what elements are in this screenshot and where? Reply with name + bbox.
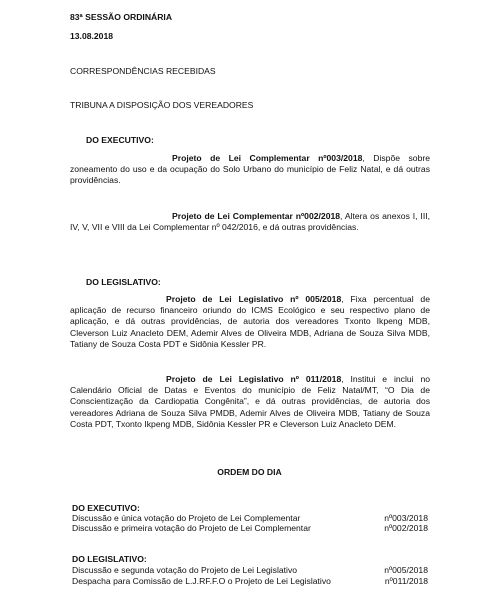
legislativo-item-2-title: Projeto de Lei Legislativo nº 011/2018: [166, 374, 342, 384]
legislativo-item-1-text: , Fixa percentual de aplicação de recurso financeiro oriundo do ICMS Ecológico e seu respectivo plano de aplicação, e dá outras providências, de autoria dos vereadores Txonto Ikpeng MDB, Cleverson Luiz Anacleto DEM, Ademir Alves de Oliveira MDB, Adriana de Souza Silva MDB, Tatiany de Souza Costa PDT e Sidônia Kessler PR.: [70, 294, 430, 349]
executivo-heading: DO EXECUTIVO:: [86, 135, 154, 145]
tribuna-heading: TRIBUNA A DISPOSIÇÃO DOS VEREADORES: [70, 100, 254, 110]
ordem-legislativo-row-label: Discussão e segunda votação do Projeto de Lei Legislativo: [72, 565, 298, 575]
ordem-legislativo-row: [72, 576, 428, 587]
ordem-executivo-row-number: nº003/2018: [384, 513, 428, 523]
executivo-item-1-title: Projeto de Lei Complementar nº003/2018: [172, 153, 363, 163]
executivo-item-1: [70, 153, 430, 187]
session-date: 13.08.2018: [70, 31, 114, 41]
ordem-legislativo-row-number: nº005/2018: [384, 565, 428, 575]
ordem-executivo-row-number: nº002/2018: [384, 523, 428, 533]
executivo-item-2-title: Projeto de Lei Complementar nº002/2018: [172, 211, 341, 221]
correspondencias-heading: CORRESPONDÊNCIAS RECEBIDAS: [70, 66, 216, 76]
ordem-legislativo-row: [72, 565, 428, 576]
ordem-legislativo-row-number: nº011/2018: [384, 576, 428, 586]
ordem-executivo-row-label: Discussão e primeira votação do Projeto de Lei Complementar: [72, 523, 311, 533]
legislativo-item-1: [70, 294, 430, 350]
ordem-legislativo-heading: DO LEGISLATIVO:: [72, 554, 147, 564]
ordem-heading: ORDEM DO DIA: [217, 467, 282, 477]
session-title: 83ª SESSÃO ORDINÁRIA: [70, 12, 173, 22]
ordem-legislativo-row-label: Despacha para Comissão de L.J.RF.F.O o Projeto de Lei Legislativo: [72, 576, 331, 586]
executivo-item-2-text: , Altera os anexos I, III, IV, V, VII e VIII da Lei Complementar nº 042/2016, e dá outras providências.: [70, 211, 430, 233]
legislativo-item-1-title: Projeto de Lei Legislativo nº 005/2018: [166, 294, 342, 304]
executivo-item-1-text: , Dispõe sobre zoneamento do uso e da ocupação do Solo Urbano do município de Feliz Natal, e dá outras providências.: [70, 153, 430, 186]
ordem-executivo-row-label: Discussão e única votação do Projeto de Lei Complementar: [72, 513, 301, 523]
legislativo-item-2: [70, 374, 430, 430]
legislativo-item-2-text: , Institui e inclui no Calendário Oficial de Datas e Eventos do município de Feliz Natal/MT, “O Dia de Conscientização da Cardiopatia Congênita”, e dá outras providências, de autoria dos vereadores Adriana de Souza Silva PMDB, Ademir Alves de Oliveira MDB, Tatiany de Souza Costa PDT, Txonto Ikpeng MDB, Sidônia Kessler PR e Cleverson Luiz Anacleto DEM.: [70, 374, 431, 429]
executivo-item-2: [70, 211, 430, 233]
ordem-executivo-heading: DO EXECUTIVO:: [72, 503, 140, 513]
legislativo-heading: DO LEGISLATIVO:: [86, 277, 161, 287]
ordem-executivo-row: [72, 523, 428, 534]
